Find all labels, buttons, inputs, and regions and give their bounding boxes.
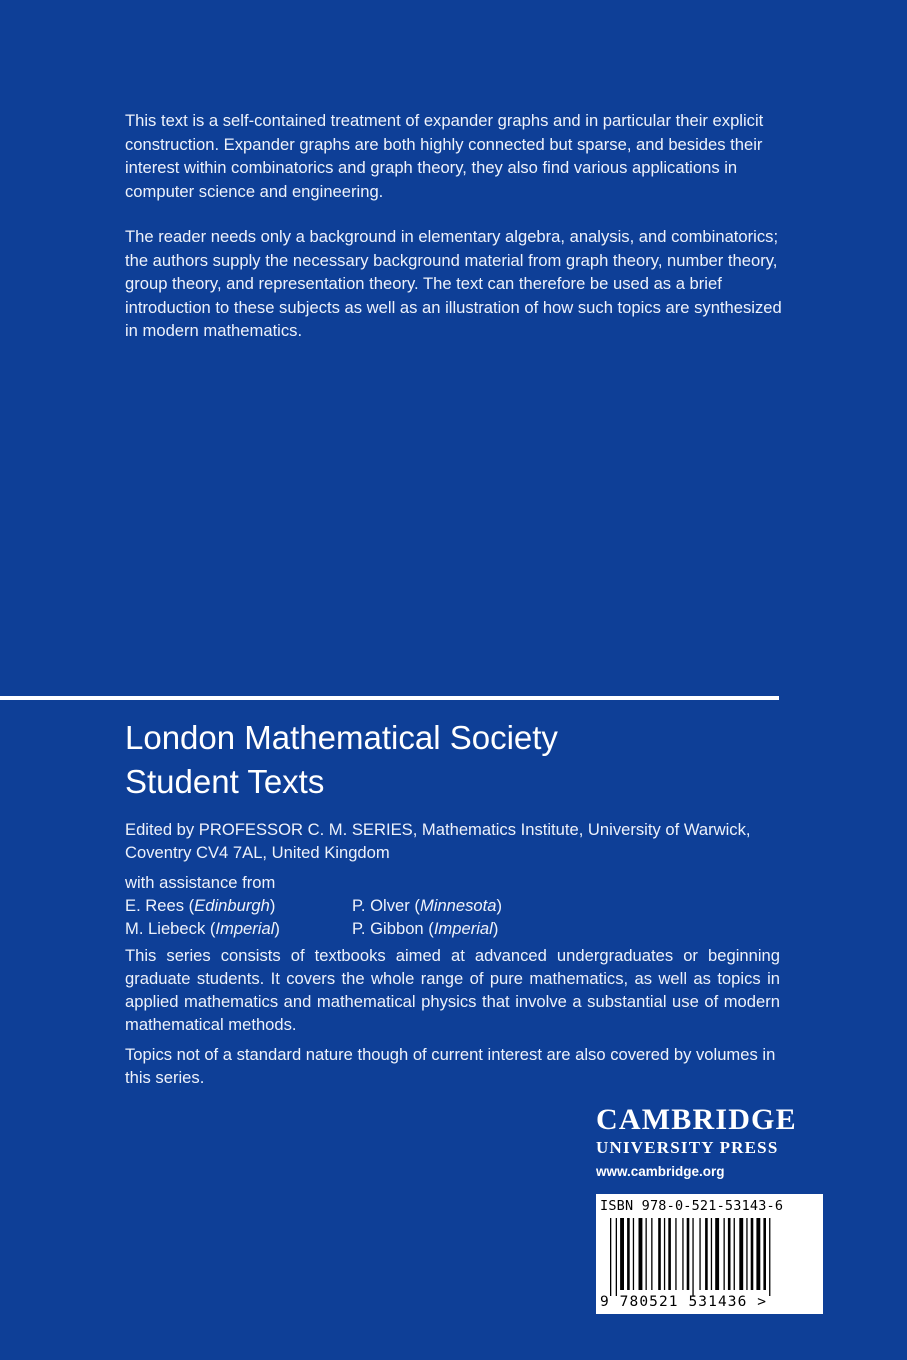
barcode-bar — [724, 1218, 725, 1290]
barcode-bar — [715, 1218, 719, 1290]
barcode-bar — [616, 1218, 617, 1296]
barcode-bar — [658, 1218, 661, 1290]
assistants-list — [125, 894, 780, 940]
isbn-barcode — [596, 1194, 823, 1314]
barcode-bar — [692, 1218, 693, 1296]
barcode-bar — [682, 1218, 683, 1290]
barcode-bar — [711, 1218, 712, 1290]
assistance-label: with assistance from — [125, 873, 276, 892]
divider-rule — [0, 696, 779, 700]
topics-note: Topics not of a standard nature though of current interest are also covered by volumes in this series. — [125, 1045, 776, 1087]
barcode-bar — [651, 1218, 652, 1290]
barcode-bar — [756, 1218, 760, 1290]
assistant-item: P. Gibbon (Imperial) — [352, 919, 499, 938]
barcode-bar — [705, 1218, 708, 1290]
assistant-item: M. Liebeck (Imperial) — [125, 919, 280, 938]
barcode-bar — [668, 1218, 671, 1290]
barcode-bar — [751, 1218, 754, 1290]
barcode-bar — [746, 1218, 747, 1290]
barcode-bar — [627, 1218, 630, 1290]
back-cover-blurb — [125, 109, 785, 365]
barcode-bar — [610, 1218, 611, 1296]
barcode-bar — [687, 1218, 690, 1290]
barcode-bar — [739, 1218, 743, 1290]
barcode-bar — [769, 1218, 770, 1296]
barcode-bar — [664, 1218, 665, 1290]
blurb-paragraph-2: The reader needs only a background in elementary algebra, analysis, and combinatorics; the authors supply the necessary background material from graph theory, number theory, group theory, and representation theory. The text can therefore be used as a brief introduction to these subjects as well as an illustration of how such topics are synthesized in modern mathematics. — [125, 227, 782, 340]
isbn-label: ISBN 978-0-521-53143-6 — [600, 1198, 784, 1214]
barcode-bar — [728, 1218, 731, 1290]
series-description: This series consists of textbooks aimed at advanced undergraduates or beginning graduate students. It covers the whole range of pure mathematics, as well as topics in applied mathematics and mathematical physics that involve a substantial use of modern mathematical methods. — [125, 946, 780, 1034]
series-title-line-1: London Mathematical Society — [125, 719, 558, 756]
assistant-item: P. Olver (Minnesota) — [352, 896, 503, 915]
barcode-bar — [699, 1218, 700, 1290]
series-info — [125, 818, 780, 1096]
barcode-bar — [763, 1218, 766, 1290]
barcode-bar — [675, 1218, 676, 1290]
barcode-bars — [596, 1218, 823, 1296]
series-title — [125, 716, 785, 804]
assistant-item: E. Rees (Edinburgh) — [125, 896, 276, 915]
publisher-subname: UNIVERSITY PRESS — [596, 1138, 779, 1157]
barcode-bar — [734, 1218, 735, 1290]
barcode-bar — [646, 1218, 647, 1290]
publisher-name: CAMBRIDGE — [596, 1103, 797, 1136]
blurb-paragraph-1: This text is a self-contained treatment of expander graphs and in particular their explicit construction. Expander graphs are both highly connected but sparse, and besides their interest within combinatorics and graph theory, they also find various applications in computer science and engineering. — [125, 111, 764, 201]
barcode-bar — [633, 1218, 634, 1290]
editor-credit: Edited by PROFESSOR C. M. SERIES, Mathematics Institute, University of Warwick, Coventry CV4 7AL, United Kingdom — [125, 820, 751, 862]
barcode-bar — [620, 1218, 624, 1290]
publisher-website: www.cambridge.org — [596, 1164, 725, 1179]
cambridge-logo — [596, 1104, 826, 1179]
series-title-line-2: Student Texts — [125, 763, 325, 800]
barcode-bar — [639, 1218, 643, 1290]
ean-digits: 9 780521 531436 > — [600, 1294, 768, 1310]
